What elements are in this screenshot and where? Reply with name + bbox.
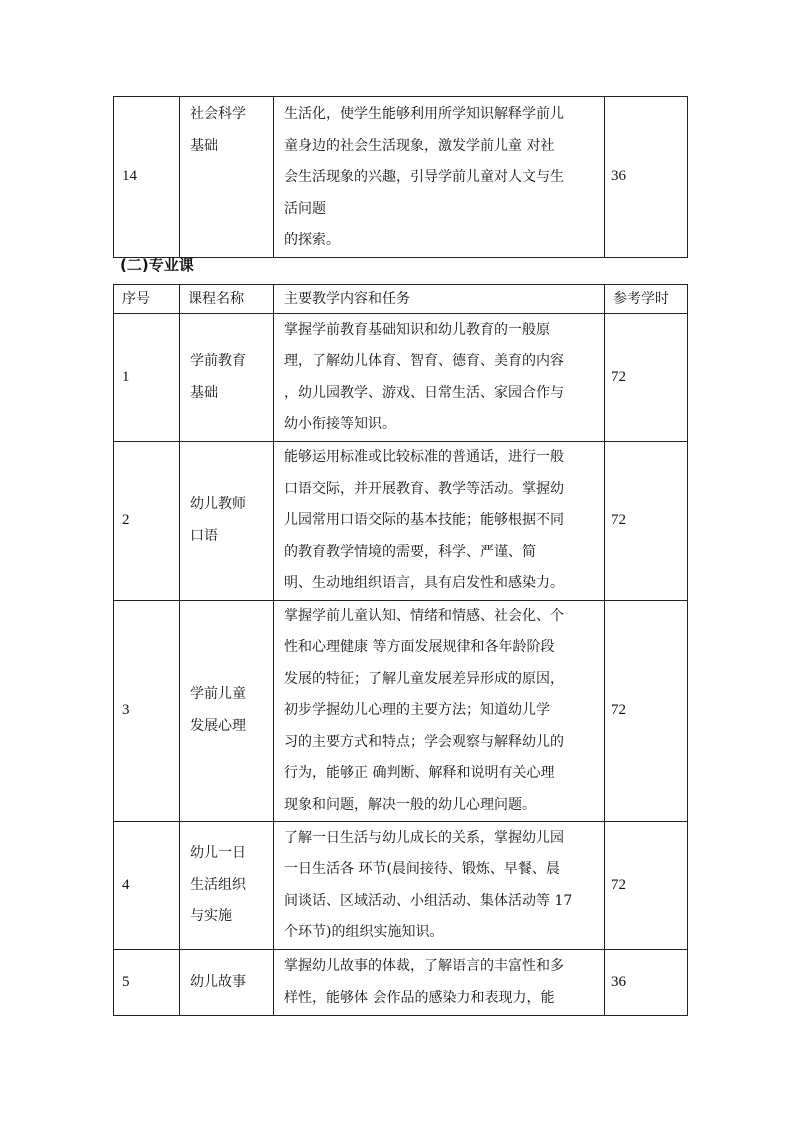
header-content: 主要教学内容和任务 (274, 285, 605, 314)
course-hours: 72 (605, 314, 688, 442)
course-hours: 72 (605, 600, 688, 822)
course-description: 能够运用标准或比较标准的普通话，进行一般 口语交际，并开展教育、教学等活动。掌握幼 儿园常用口语交际的基本技能；能够根据不同 的教育教学情境的需要，科学、严谨、简 明、生动地组织语言，具有启发性和感染力。 (284, 449, 564, 591)
course-hours: 36 (605, 97, 688, 258)
header-hours: 参考学时 (605, 285, 688, 314)
row-number: 1 (114, 314, 180, 442)
table-row (114, 950, 688, 1016)
course-hours: 72 (605, 822, 688, 950)
row-number: 3 (114, 600, 180, 822)
course-name: 幼儿一日 生活组织 与实施 (190, 845, 246, 925)
section-heading: (二)专业课 (120, 256, 194, 274)
row-number: 2 (114, 442, 180, 601)
course-description: 掌握学前儿童认知、情绪和情感、社会化、个 性和心理健康 等方面发展规律和各年龄阶段 发展的特征；了解儿童发展差异形成的原因， 初步学握幼儿心理的主要方法；知道幼儿学 习的主要方式和特点；学会观察与解释幼儿的 行为，能够正 确判断、解释和说明有关心理 现象和问题，解决一般的幼儿心理问题。 (284, 607, 564, 813)
table-row (114, 97, 688, 258)
course-name: 学前儿童 发展心理 (190, 686, 246, 734)
row-number: 4 (114, 822, 180, 950)
course-name: 社会科学 基础 (190, 106, 246, 154)
row-number: 5 (114, 950, 180, 1016)
row-number: 14 (114, 97, 180, 258)
course-name: 幼儿故事 (190, 973, 246, 990)
course-hours: 36 (605, 950, 688, 1016)
header-number: 序号 (114, 285, 180, 314)
course-description: 了解一日生活与幼儿成长的关系，掌握幼儿园 一日生活各 环节(晨间接待、锻炼、早餐、晨 间谈话、区域活动、小组活动、集体活动等 17 个环节)的组织实施知识。 (284, 829, 573, 940)
course-name: 幼儿教师 口语 (190, 496, 246, 544)
general-course-table-continuation (113, 96, 688, 258)
course-description: 生活化，使学生能够利用所学知识解释学前儿 童身边的社会生活现象，激发学前儿童 对社 会生活现象的兴趣，引导学前儿童对人文与生 活问题 的探索。 (284, 106, 564, 248)
course-name: 学前教育 基础 (190, 353, 246, 401)
course-description: 掌握幼儿故事的体裁，了解语言的丰富性和多 样性，能够体 会作品的感染力和表现力，能 (284, 958, 564, 1006)
course-description: 掌握学前教育基础知识和幼儿教育的一般原 理，了解幼儿体育、智育、德育、美育的内容 ，幼儿园教学、游戏、日常生活、家园合作与 幼小衔接等知识。 (284, 321, 564, 432)
table-row (114, 314, 688, 442)
header-course-name: 课程名称 (180, 285, 274, 314)
table-row (114, 442, 688, 601)
course-hours: 72 (605, 442, 688, 601)
table-header-row (114, 285, 688, 314)
professional-course-table (113, 284, 688, 1016)
table-row (114, 822, 688, 950)
table-row (114, 600, 688, 822)
